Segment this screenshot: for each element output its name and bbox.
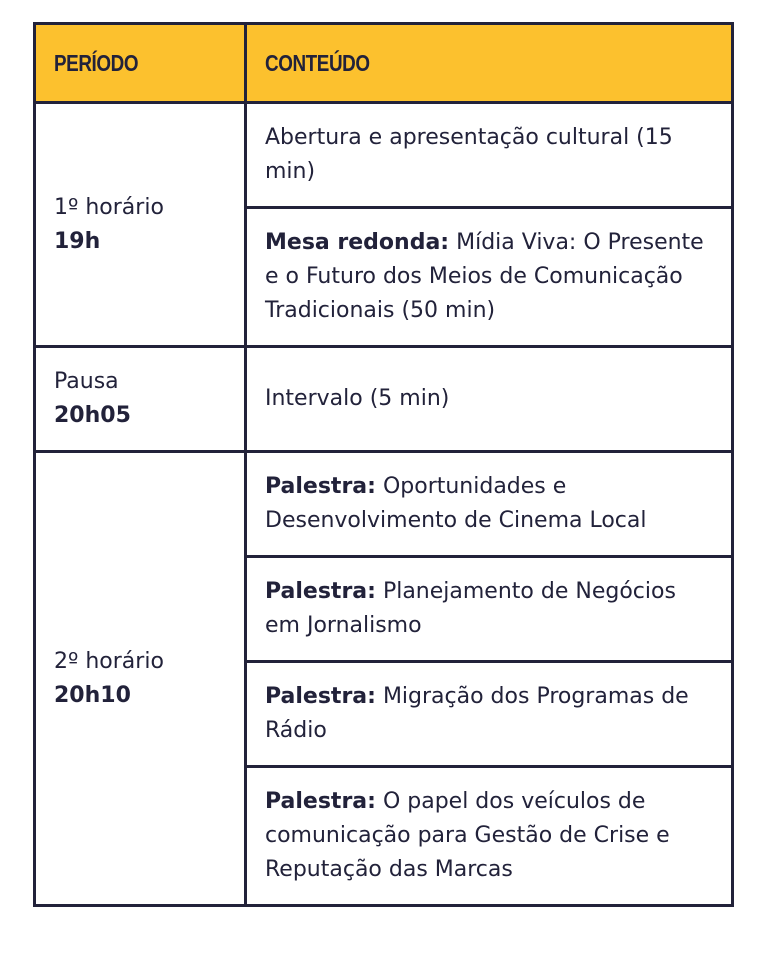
period-time: 19h	[54, 228, 101, 254]
table-row	[35, 452, 733, 557]
content-cell	[246, 208, 733, 347]
content-cell	[246, 767, 733, 906]
content-text: O papel dos veículos de comunicação para Gestão de Crise e Reputação das Marcas	[265, 789, 670, 882]
content-cell	[246, 662, 733, 767]
schedule-table	[33, 22, 734, 907]
content-cell	[246, 557, 733, 662]
content-label: Palestra:	[265, 579, 376, 604]
period-cell	[35, 103, 246, 347]
content-label: Palestra:	[265, 789, 376, 814]
content-cell	[246, 103, 733, 208]
period-name: 1º horário	[54, 194, 164, 220]
period-name: 2º horário	[54, 648, 164, 674]
content-label: Palestra:	[265, 684, 376, 709]
header-content: CONTEÚDO	[246, 24, 733, 103]
table-row	[35, 347, 733, 452]
period-name: Pausa	[54, 369, 119, 394]
content-label: Mesa redonda:	[265, 230, 450, 255]
content-text: Intervalo (5 min)	[265, 386, 450, 411]
content-cell	[246, 347, 733, 452]
header-period: PERÍODO	[35, 24, 246, 103]
table-header-row	[35, 24, 733, 103]
content-text: Mídia Viva: O Presente e o Futuro dos Meios de Comunicação Tradicionais (50 min)	[265, 230, 704, 323]
period-cell	[35, 452, 246, 906]
content-text: Planejamento de Negócios em Jornalismo	[265, 579, 676, 638]
content-text: Migração dos Programas de Rádio	[265, 684, 689, 743]
content-text: Oportunidades e Desenvolvimento de Cinema Local	[265, 474, 647, 533]
content-label: Palestra:	[265, 474, 376, 499]
table-row	[35, 103, 733, 208]
content-cell	[246, 452, 733, 557]
content-text: Abertura e apresentação cultural (15 min)	[265, 125, 673, 184]
period-time: 20h10	[54, 682, 131, 708]
period-time: 20h05	[54, 403, 131, 428]
period-cell	[35, 347, 246, 452]
